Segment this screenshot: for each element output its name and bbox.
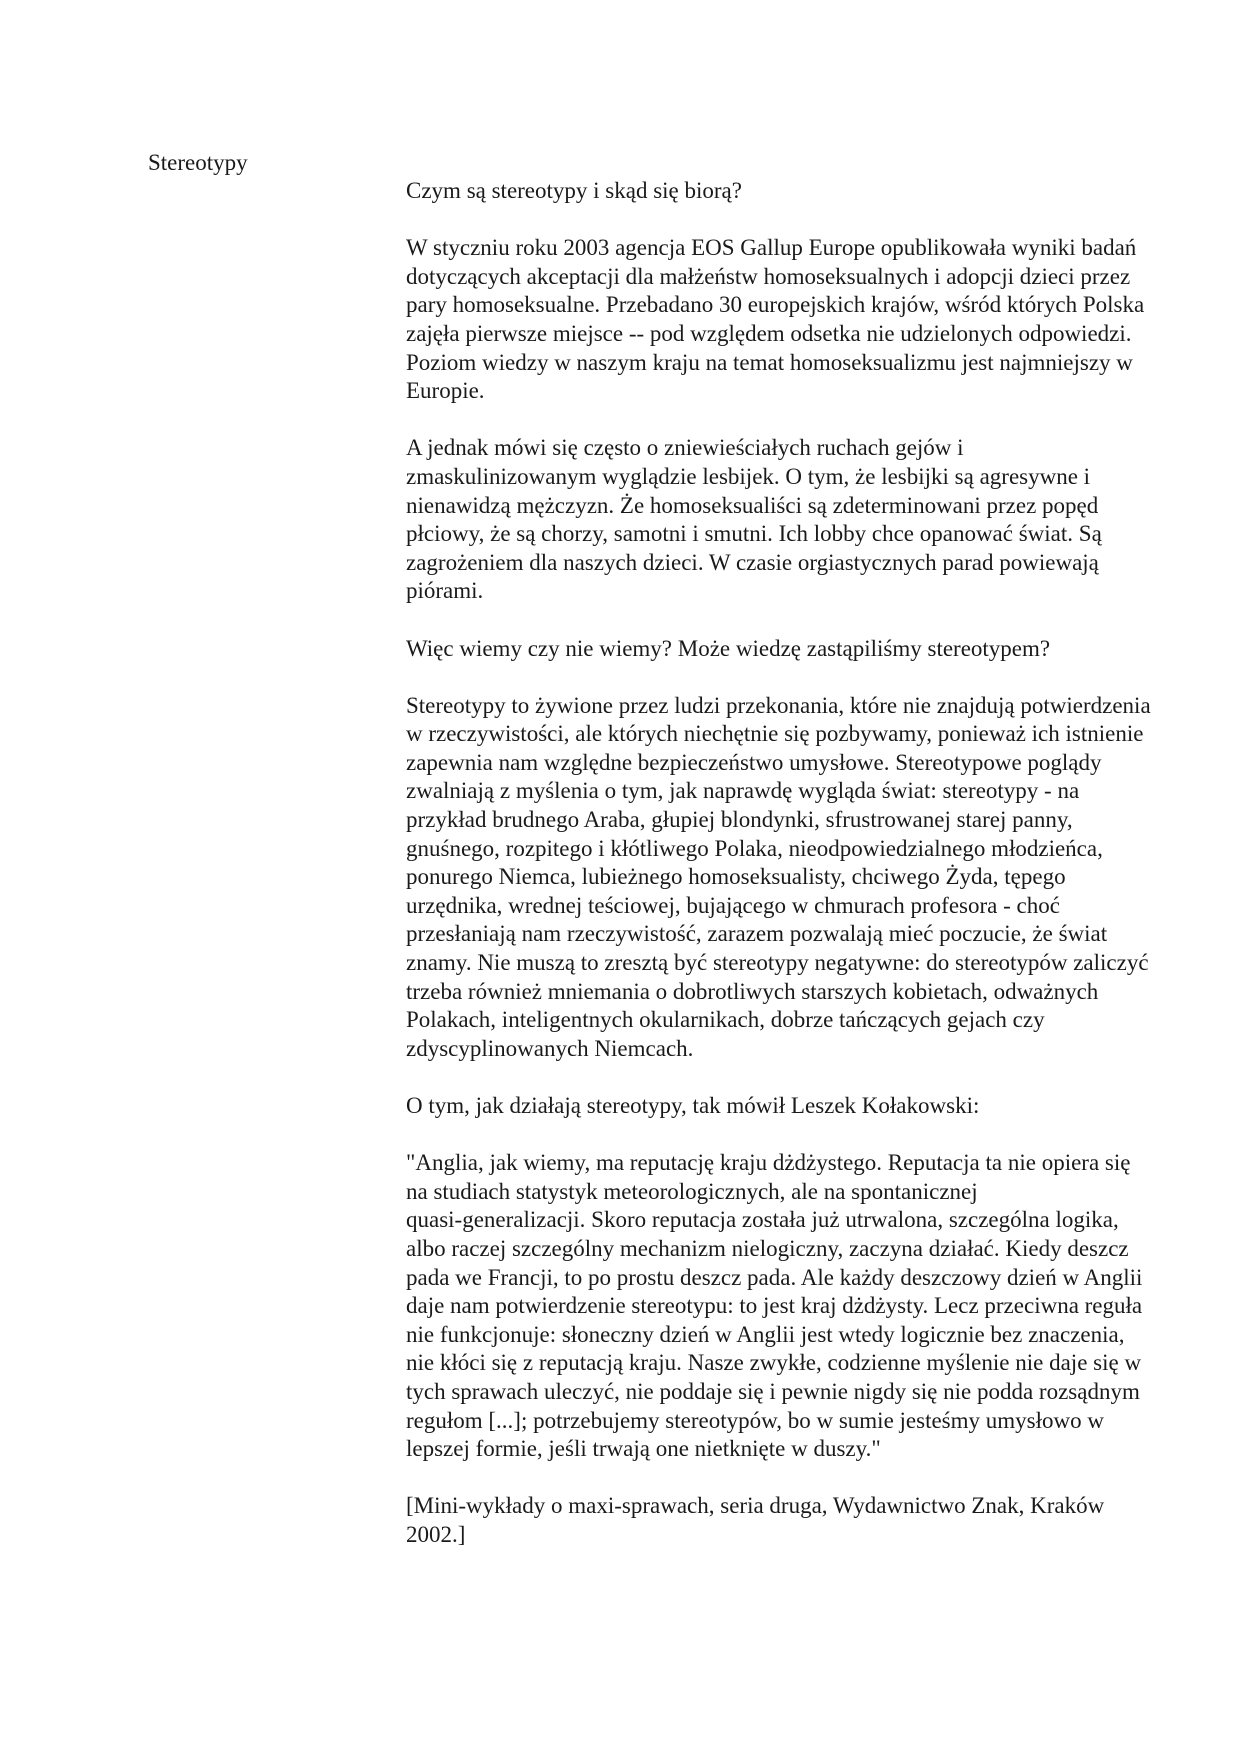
- text-line: daje nam potwierdzenie stereotypu: to jest kraj dżdżysty. Lecz przeciwna reguła: [406, 1293, 1143, 1319]
- text-line: Polakach, inteligentnych okularnikach, dobrze tańczących gejach czy: [406, 1007, 1045, 1033]
- text-line: zmaskulinizowanym wyglądzie lesbijek. O tym, że lesbijki są agresywne i: [406, 463, 1091, 489]
- text-line: pary homoseksualne. Przebadano 30 europejskich krajów, wśród których Polska: [406, 292, 1145, 318]
- text-line: Stereotypy to żywione przez ludzi przekonania, które nie znajdują potwierdzenia: [406, 692, 1151, 718]
- text-line: [Mini-wykłady o maxi-sprawach, seria druga, Wydawnictwo Znak, Kraków: [406, 1493, 1105, 1519]
- text-line: nie funkcjonuje: słoneczny dzień w Anglii jest wtedy logicznie bez znaczenia,: [406, 1321, 1125, 1347]
- text-line: zwalniają z myślenia o tym, jak naprawdę wygląda świat: stereotypy - na: [406, 778, 1080, 804]
- paragraph-rhetorical-question: [406, 635, 1218, 664]
- text-line: pada we Francji, to po prostu deszcz pada. Ale każdy deszczowy dzień w Anglii: [406, 1264, 1143, 1290]
- paragraph-kolakowski-intro: [406, 1092, 1218, 1121]
- text-line: zajęła pierwsze miejsce -- pod względem odsetka nie udzielonych odpowiedzi.: [406, 320, 1132, 346]
- paragraph-kolakowski-quote: [406, 1149, 1218, 1464]
- text-line: urzędnika, wrednej teściowej, bujającego w chmurach profesora - choć: [406, 892, 1060, 918]
- text-line: tych sprawach uleczyć, nie poddaje się i pewnie nigdy się nie podda rozsądnym: [406, 1378, 1140, 1404]
- text-line: 2002.]: [406, 1521, 466, 1547]
- text-line: W styczniu roku 2003 agencja EOS Gallup Europe opublikowała wyniki badań: [406, 235, 1137, 261]
- text-line: albo raczej szczególny mechanizm nielogiczny, zaczyna działać. Kiedy deszcz: [406, 1235, 1129, 1261]
- text-line: nie kłóci się z reputacją kraju. Nasze zwykłe, codzienne myślenie nie daje się w: [406, 1350, 1142, 1376]
- text-line: ponurego Niemca, lubieżnego homoseksualisty, chciwego Żyda, tępego: [406, 864, 1066, 890]
- text-line: trzeba również mniemania o dobrotliwych starszych kobietach, odważnych: [406, 978, 1099, 1004]
- paragraph-question: [406, 177, 1218, 206]
- paragraph-gallup-survey: [406, 234, 1218, 406]
- text-line: na studiach statystyk meteorologicznych, ale na spontanicznej: [406, 1178, 978, 1204]
- document-title: Stereotypy: [148, 150, 248, 175]
- text-line: "Anglia, jak wiemy, ma reputację kraju dżdżystego. Reputacja ta nie opiera się: [406, 1150, 1131, 1176]
- text-line: nienawidzą mężczyzn. Że homoseksualiści są zdeterminowani przez popęd: [406, 492, 1099, 518]
- text-line: przykład brudnego Araba, głupiej blondynki, sfrustrowanej starej panny,: [406, 807, 1073, 833]
- paragraph-common-beliefs: [406, 434, 1218, 606]
- text-line: zagrożeniem dla naszych dzieci. W czasie orgiastycznych parad powiewają: [406, 549, 1099, 575]
- text-line: zapewnia nam względne bezpieczeństwo umysłowe. Stereotypowe poglądy: [406, 749, 1102, 775]
- text-line: znamy. Nie muszą to zresztą być stereotypy negatywne: do stereotypów zaliczyć: [406, 950, 1149, 976]
- text-line: gnuśnego, rozpitego i kłótliwego Polaka, nieodpowiedzialnego młodzieńca,: [406, 835, 1103, 861]
- text-line: lepszej formie, jeśli trwają one nietknięte w duszy.": [406, 1436, 881, 1462]
- text-line: w rzeczywistości, ale których niechętnie się pozbywamy, ponieważ ich istnienie: [406, 721, 1144, 747]
- text-line: O tym, jak działają stereotypy, tak mówił Leszek Kołakowski:: [406, 1093, 980, 1118]
- text-line: płciowy, że są chorzy, samotni i smutni. Ich lobby chce opanować świat. Są: [406, 521, 1102, 547]
- text-line: Europie.: [406, 378, 485, 404]
- text-line: piórami.: [406, 578, 484, 604]
- text-line: A jednak mówi się często o zniewieściałych ruchach gejów i: [406, 435, 964, 461]
- text-line: dotyczących akceptacji dla małżeństw homoseksualnych i adopcji dzieci przez: [406, 263, 1131, 289]
- paragraph-stereotype-definition: [406, 692, 1218, 1064]
- text-line: quasi-generalizacji. Skoro reputacja została już utrwalona, szczególna logika,: [406, 1207, 1119, 1233]
- text-line: Więc wiemy czy nie wiemy? Może wiedzę zastąpiliśmy stereotypem?: [406, 635, 1051, 661]
- text-line: zdyscyplinowanych Niemcach.: [406, 1035, 694, 1061]
- text-line: regułom [...]; potrzebujemy stereotypów, bo w sumie jesteśmy umysłowo w: [406, 1407, 1104, 1433]
- text-line: Czym są stereotypy i skąd się biorą?: [406, 178, 742, 203]
- paragraph-citation: [406, 1492, 1218, 1549]
- text-line: Poziom wiedzy w naszym kraju na temat homoseksualizmu jest najmniejszy w: [406, 349, 1133, 375]
- document-body: [406, 177, 1218, 1578]
- text-line: przesłaniają nam rzeczywistość, zarazem pozwalają mieć poczucie, że świat: [406, 921, 1108, 947]
